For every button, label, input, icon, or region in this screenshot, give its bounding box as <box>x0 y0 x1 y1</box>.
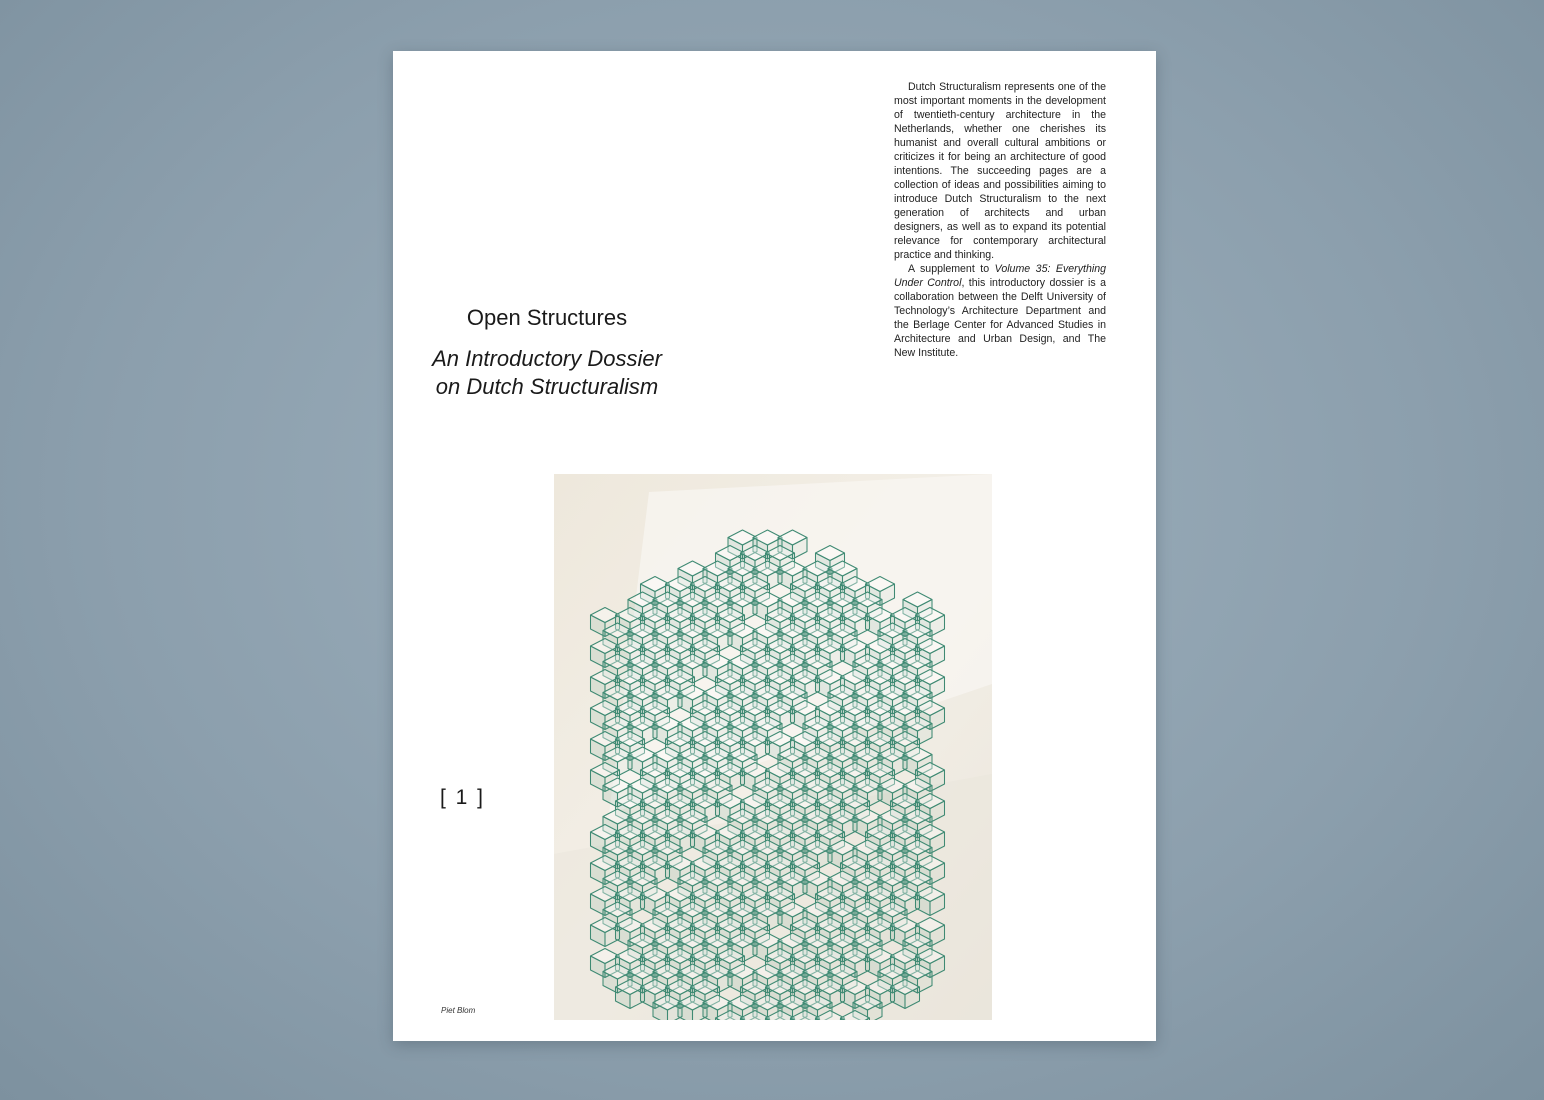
document-page <box>393 51 1156 1041</box>
figure-caption: Piet Blom <box>441 1006 476 1015</box>
title-block <box>423 303 671 401</box>
volume-title: Volume 35: Everything Under Control <box>894 263 1106 289</box>
intro-paragraph-2-lead: A supplement to <box>908 263 995 275</box>
figure-image <box>554 474 992 1020</box>
page-title: Open Structures <box>466 305 628 330</box>
intro-paragraph-2 <box>894 262 1106 360</box>
intro-text <box>894 80 1106 360</box>
figure-number: [ 1 ] <box>440 786 486 809</box>
page-subtitle: An Introductory Dossier on Dutch Structuralism <box>432 346 662 399</box>
intro-paragraph-2-rest: , this introductory dossier is a collaboration between the Delft University of Technology’s Architecture Department and the Berlage Center for Advanced Studies in Architecture and Urban Design, and The New Institute. <box>894 277 1107 359</box>
intro-paragraph-1: Dutch Structuralism represents one of the most important moments in the development of twentieth-century architecture in the Netherlands, whether one cherishes its humanist and overall cultural ambitions or criticizes it for being an architecture of good intentions. The succeeding pages are a collection of ideas and possibilities aiming to introduce Dutch Structuralism to the next generation of architects and urban designers, as well as to expand its potential relevance for contemporary architectural practice and thinking. <box>894 81 1106 261</box>
isometric-cube-drawing <box>554 474 992 1020</box>
